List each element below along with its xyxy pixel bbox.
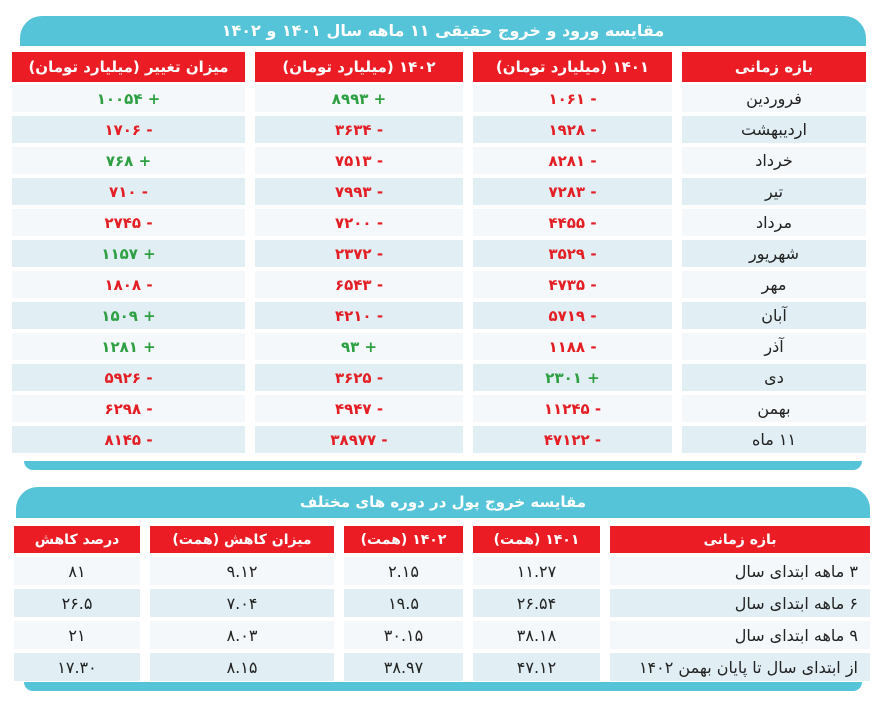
table1-cell-period: اردیبهشت xyxy=(682,116,866,143)
table1-cell-y1401: - ۸۲۸۱ xyxy=(473,147,672,174)
table2-cell-percent: ۱۷.۳۰ xyxy=(14,653,140,681)
table1-cell-y1401: - ۱۹۲۸ xyxy=(473,116,672,143)
table2-cell-decrease: ۹.۱۲ xyxy=(150,557,334,585)
table1-cell-period: بهمن xyxy=(682,395,866,422)
table1-cell-period: آذر xyxy=(682,333,866,360)
table1-header-1402: ۱۴۰۲ (میلیارد تومان) xyxy=(255,52,463,82)
table2-cell-decrease: ۸.۱۵ xyxy=(150,653,334,681)
table1-cell-y1402: - ۷۲۰۰ xyxy=(255,209,463,236)
table1-cell-y1401: - ۴۷۳۵ xyxy=(473,271,672,298)
table1-cell-y1402: + ۹۳ xyxy=(255,333,463,360)
table1-cell-y1401: - ۱۰۶۱ xyxy=(473,85,672,112)
table1-cell-y1402: - ۳۶۳۴ xyxy=(255,116,463,143)
table1-cell-change: + ۱۲۸۱ xyxy=(12,333,245,360)
table1-cell-change: - ۱۷۰۶ xyxy=(12,116,245,143)
table2-cell-y1402: ۳۰.۱۵ xyxy=(344,621,463,649)
table1-cell-change: - ۸۱۴۵ xyxy=(12,426,245,453)
table1-cell-period: فروردین xyxy=(682,85,866,112)
table2-cell-y1401: ۲۶.۵۴ xyxy=(473,589,600,617)
table1-header-change: میزان تغییر (میلیارد تومان) xyxy=(12,52,245,82)
table1-cell-y1402: - ۴۹۴۷ xyxy=(255,395,463,422)
table1-cell-period: خرداد xyxy=(682,147,866,174)
table1-cell-y1402: - ۶۵۴۳ xyxy=(255,271,463,298)
table1-cell-y1401: - ۴۴۵۵ xyxy=(473,209,672,236)
table1-cell-period: ۱۱ ماه xyxy=(682,426,866,453)
table1-cell-y1401: - ۵۷۱۹ xyxy=(473,302,672,329)
table2-cell-period: ۹ ماهه ابتدای سال xyxy=(610,621,870,649)
table1-cell-change: - ۵۹۲۶ xyxy=(12,364,245,391)
table2-header-1402: ۱۴۰۲ (همت) xyxy=(344,526,463,553)
table1-cell-y1402: - ۴۲۱۰ xyxy=(255,302,463,329)
table1-cell-y1402: - ۲۳۷۲ xyxy=(255,240,463,267)
table2-bottom-bar xyxy=(24,682,862,691)
table1-cell-y1401: - ۷۲۸۳ xyxy=(473,178,672,205)
table1-cell-period: تیر xyxy=(682,178,866,205)
table1-cell-change: + ۱۱۵۷ xyxy=(12,240,245,267)
table2-cell-y1402: ۳۸.۹۷ xyxy=(344,653,463,681)
table1-cell-y1402: + ۸۹۹۳ xyxy=(255,85,463,112)
table1-title: مقایسه ورود و خروج حقیقی ۱۱ ماهه سال ۱۴۰۱ و ۱۴۰۲ xyxy=(20,16,866,46)
table1-cell-y1402: - ۷۵۱۳ xyxy=(255,147,463,174)
table1-cell-period: مهر xyxy=(682,271,866,298)
table1-cell-change: - ۶۲۹۸ xyxy=(12,395,245,422)
table1-cell-y1401: + ۲۳۰۱ xyxy=(473,364,672,391)
table2-cell-y1401: ۱۱.۲۷ xyxy=(473,557,600,585)
table2-cell-period: ۶ ماهه ابتدای سال xyxy=(610,589,870,617)
table1-cell-y1401: - ۱۱۸۸ xyxy=(473,333,672,360)
table2-cell-y1401: ۴۷.۱۲ xyxy=(473,653,600,681)
table2-cell-percent: ۸۱ xyxy=(14,557,140,585)
table2-cell-y1402: ۲.۱۵ xyxy=(344,557,463,585)
table1-cell-y1402: - ۳۶۲۵ xyxy=(255,364,463,391)
table2-cell-y1401: ۳۸.۱۸ xyxy=(473,621,600,649)
table1-cell-period: آبان xyxy=(682,302,866,329)
table2-cell-percent: ۲۱ xyxy=(14,621,140,649)
table1-cell-change: + ۱۵۰۹ xyxy=(12,302,245,329)
table1-cell-period: شهریور xyxy=(682,240,866,267)
table1-header-period: بازه زمانی xyxy=(682,52,866,82)
table1-cell-y1402: - ۷۹۹۳ xyxy=(255,178,463,205)
table2-header-1401: ۱۴۰۱ (همت) xyxy=(473,526,600,553)
table2-cell-period: از ابتدای سال تا پایان بهمن ۱۴۰۲ xyxy=(610,653,870,681)
table1-cell-y1401: - ۱۱۲۴۵ xyxy=(473,395,672,422)
table1-header-1401: ۱۴۰۱ (میلیارد تومان) xyxy=(473,52,672,82)
table2-cell-y1402: ۱۹.۵ xyxy=(344,589,463,617)
table1-cell-y1401: - ۳۵۲۹ xyxy=(473,240,672,267)
table2-cell-percent: ۲۶.۵ xyxy=(14,589,140,617)
table2-cell-period: ۳ ماهه ابتدای سال xyxy=(610,557,870,585)
table2-header-percent: درصد کاهش xyxy=(14,526,140,553)
table1-cell-change: + ۱۰۰۵۴ xyxy=(12,85,245,112)
table1-cell-change: - ۷۱۰ xyxy=(12,178,245,205)
table1-cell-change: + ۷۶۸ xyxy=(12,147,245,174)
table1-cell-period: دی xyxy=(682,364,866,391)
table2-title: مقایسه خروج پول در دوره های مختلف xyxy=(16,487,870,518)
table1-bottom-bar xyxy=(24,461,862,470)
table2-header-decrease: میزان کاهش (همت) xyxy=(150,526,334,553)
table1-cell-period: مرداد xyxy=(682,209,866,236)
table1-cell-change: - ۱۸۰۸ xyxy=(12,271,245,298)
table2-cell-decrease: ۷.۰۴ xyxy=(150,589,334,617)
table1-cell-change: - ۲۷۴۵ xyxy=(12,209,245,236)
table1-cell-y1401: - ۴۷۱۲۲ xyxy=(473,426,672,453)
table2-header-period: بازه زمانی xyxy=(610,526,870,553)
table2-cell-decrease: ۸.۰۳ xyxy=(150,621,334,649)
table1-cell-y1402: - ۳۸۹۷۷ xyxy=(255,426,463,453)
